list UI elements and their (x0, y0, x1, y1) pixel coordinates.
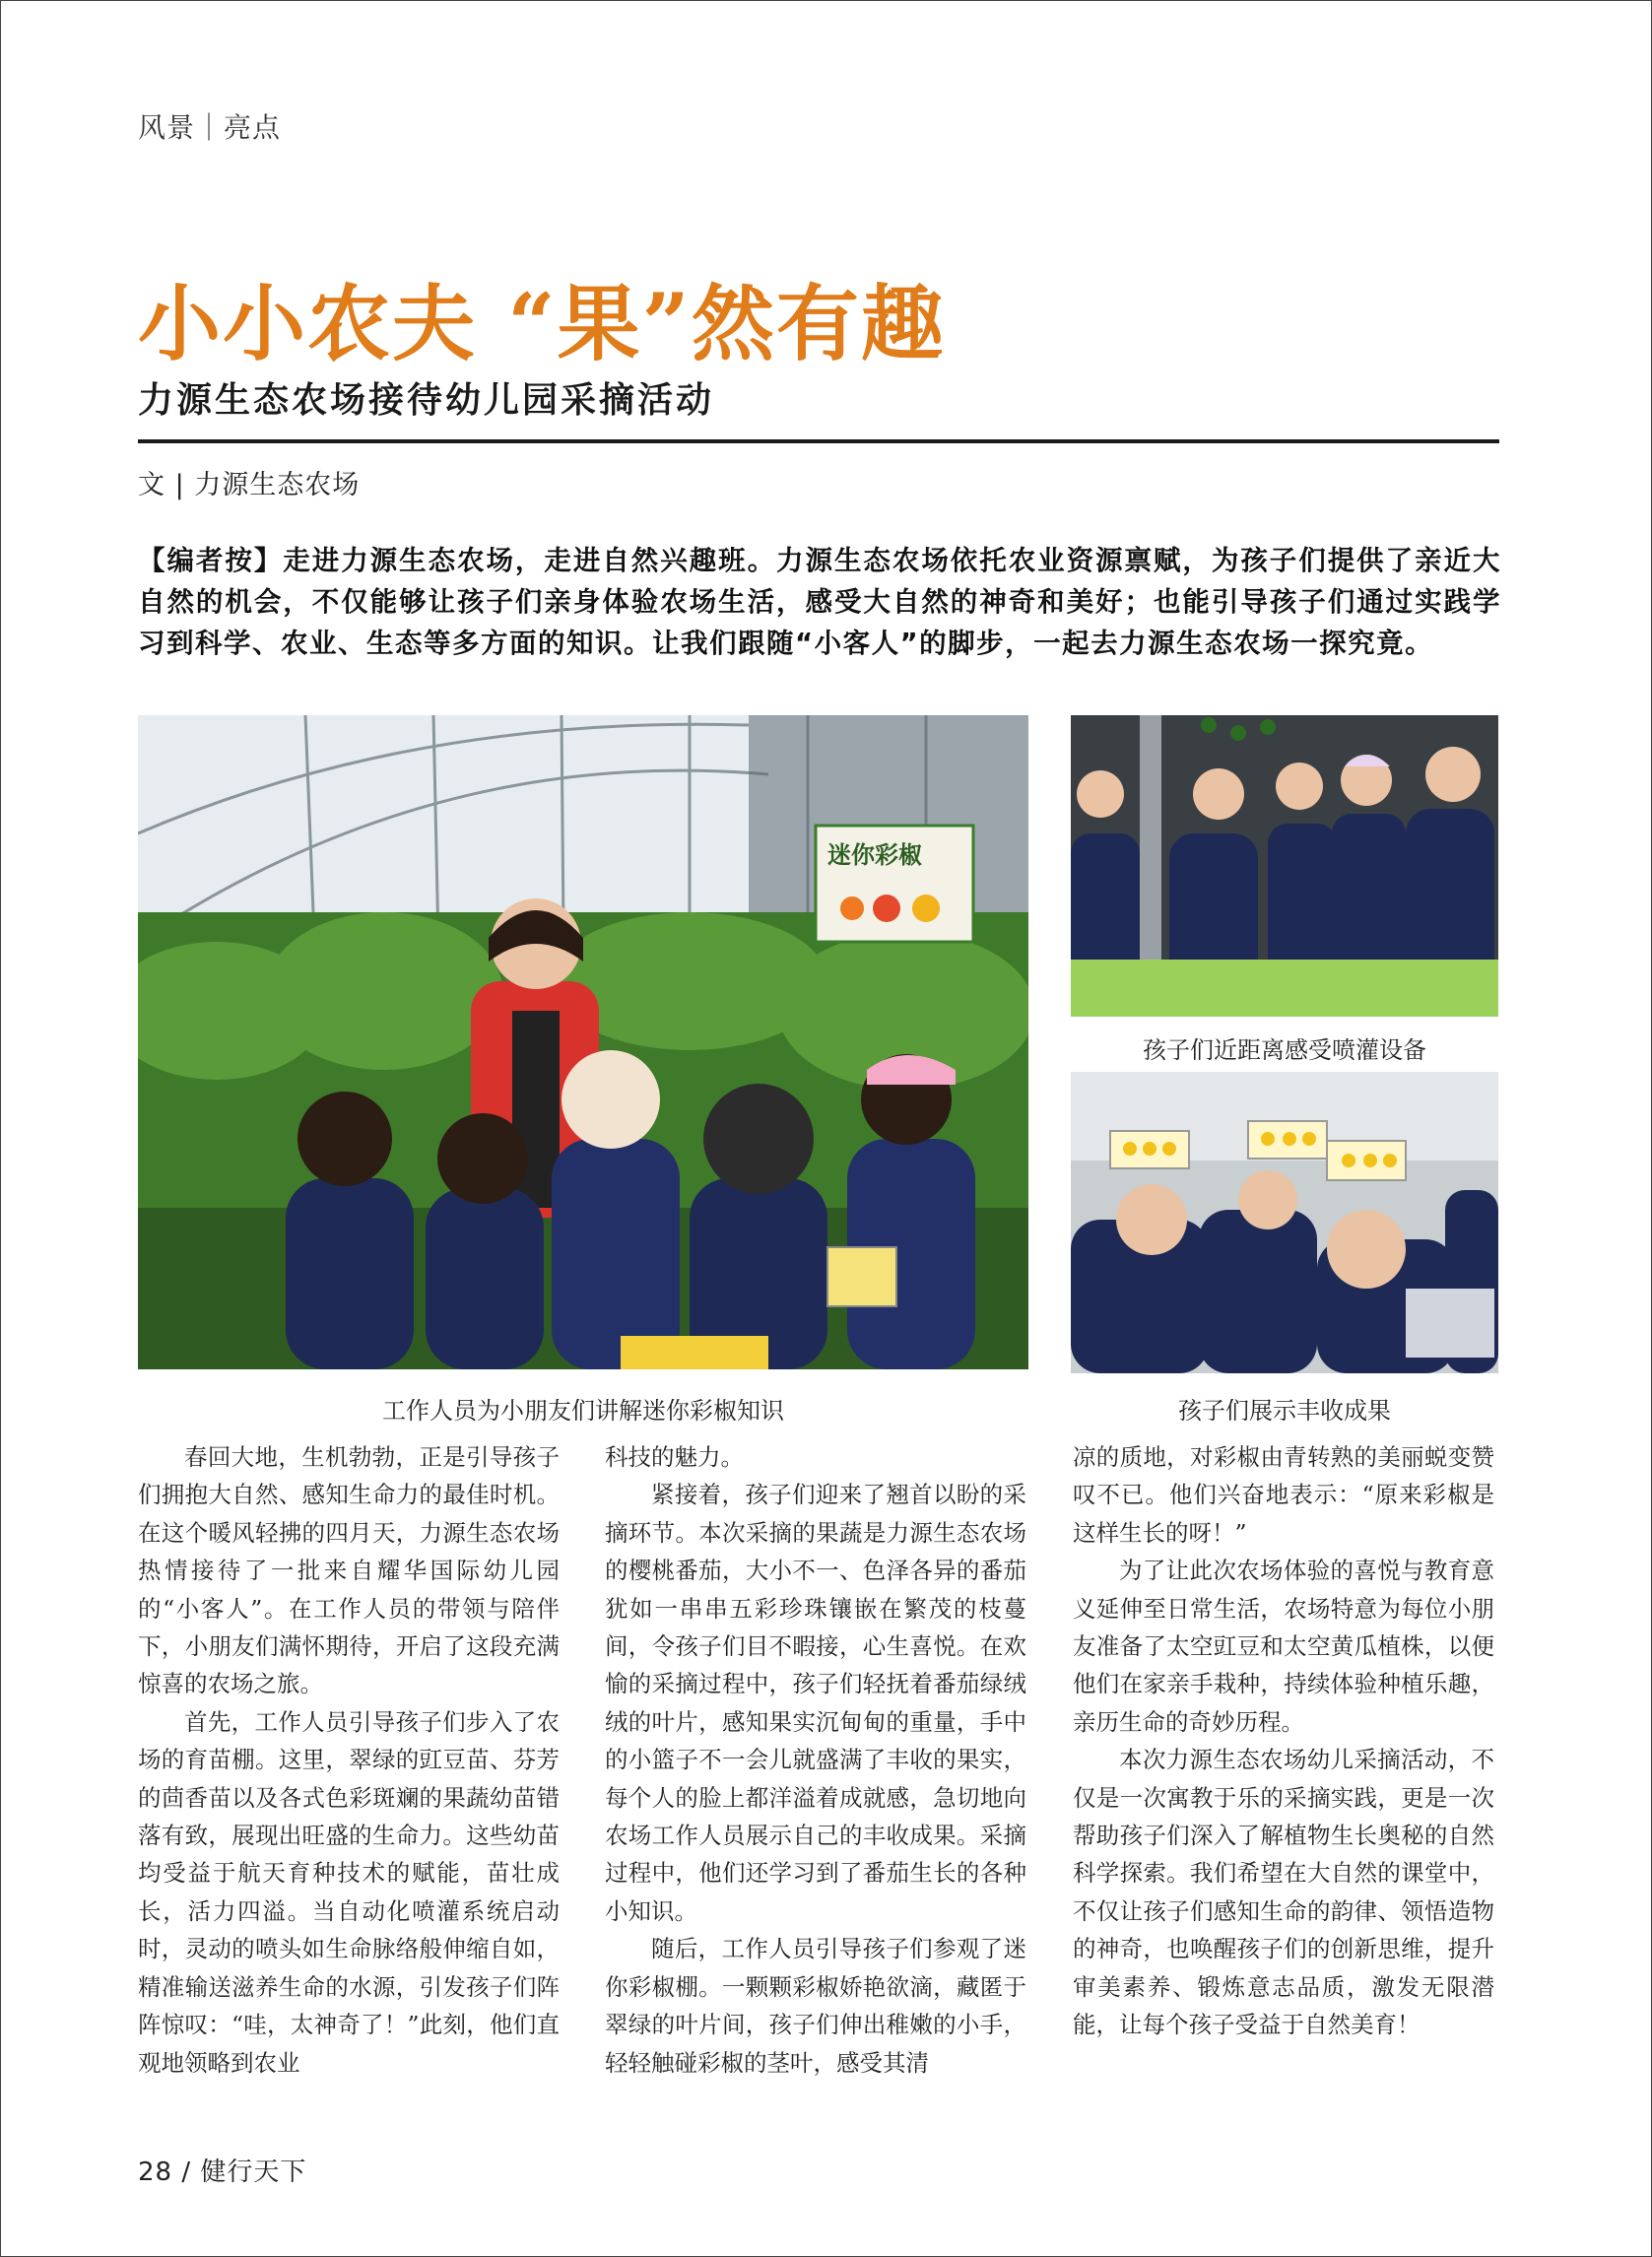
paragraph: 本次力源生态农场幼儿采摘活动，不仅是一次寓教于乐的采摘实践，更是一次帮助孩子们深入了解植物生长奥秘的自然科学探索。我们希望在大自然的课堂中，不仅让孩子们感知生命的韵律、领悟造物的神奇，也唤醒孩子们的创新思维，提升审美素养、锻炼意志品质，激发无限潜能，让每个孩子受益于自然美育！ (1073, 1746, 1494, 2039)
paragraph: 首先，工作人员引导孩子们步入了农场的育苗棚。这里，翠绿的豇豆苗、芬芳的茴香苗以及各式色彩斑斓的果蔬幼苗错落有致，展现出旺盛的生命力。这些幼苗均受益于航天育种技术的赋能，苗壮成长，活力四溢。当自动化喷灌系统启动时，灵动的喷头如生命脉络般伸缩自如，精准输送滋养生命的水源，引发孩子们阵阵惊叹：“哇，太神奇了！”此刻，他们直观地领略到农业 (138, 1707, 560, 2077)
photo-harvest-showcase (1071, 1072, 1498, 1373)
page-footer: 28 / 健行天下 (138, 2157, 307, 2187)
caption-bottom-photo: 孩子们展示丰收成果 (1178, 1397, 1391, 1425)
photo-sprinkler-children (1071, 715, 1498, 1017)
paragraph: 春回大地，生机勃勃，正是引导孩子们拥抱大自然、感知生命力的最佳时机。在这个暖风轻拂的四月天，力源生态农场热情接待了一批来自耀华国际幼儿园的“小客人”。在工作人员的带领与陪伴下，小朋友们满怀期待，开启了这段充满惊喜的农场之旅。 (138, 1443, 560, 1698)
photo-greenhouse-peppers (138, 715, 1028, 1369)
title-divider (138, 439, 1499, 443)
paragraph-continued: 科技的魅力。 (605, 1443, 744, 1471)
body-column-3 (1073, 1438, 1494, 2044)
byline: 文 | 力源生态农场 (138, 470, 361, 500)
paragraph: 紧接着，孩子们迎来了翘首以盼的采摘环节。本次采摘的果蔬是力源生态农场的樱桃番茄，大小不一、色泽各异的番茄犹如一串串五彩珍珠镶嵌在繁茂的枝蔓间，令孩子们目不暇接，心生喜悦。在欢愉的采摘过程中，孩子们轻抚着番茄绿绒绒的叶片，感知果实沉甸甸的重量，手中的小篮子不一会儿就盛满了丰收的果实，每个人的脸上都洋溢着成就感，急切地向农场工作人员展示自己的丰收成果。采摘过程中，他们还学习到了番茄生长的各种小知识。 (605, 1481, 1026, 1925)
body-column-2 (605, 1438, 1026, 2082)
caption-main-photo: 工作人员为小朋友们讲解迷你彩椒知识 (382, 1397, 784, 1425)
section-label: 风景｜亮点 (138, 111, 282, 144)
paragraph-continued: 凉的质地，对彩椒由青转熟的美丽蜕变赞叹不已。他们兴奋地表示：“原来彩椒是这样生长的呀！” (1073, 1443, 1494, 1547)
editor-note: 【编者按】走进力源生态农场，走进自然兴趣班。力源生态农场依托农业资源禀赋，为孩子们提供了亲近大自然的机会，不仅能够让孩子们亲身体验农场生活，感受大自然的神奇和美好；也能引导孩子们通过实践学习到科学、农业、生态等多方面的知识。让我们跟随“小客人”的脚步，一起去力源生态农场一探究竟。 (138, 545, 1501, 659)
body-column-1 (138, 1438, 560, 2082)
paragraph: 随后，工作人员引导孩子们参观了迷你彩椒棚。一颗颗彩椒娇艳欲滴，藏匿于翠绿的叶片间，孩子们伸出稚嫩的小手，轻轻触碰彩椒的茎叶，感受其清 (605, 1935, 1026, 2077)
paragraph: 为了让此次农场体验的喜悦与教育意义延伸至日常生活，农场特意为每位小朋友准备了太空豇豆和太空黄瓜植株，以便他们在家亲手栽种，持续体验种植乐趣，亲历生命的奇妙历程。 (1073, 1557, 1494, 1736)
sign-text: 迷你彩椒 (827, 841, 922, 869)
caption-top-photo: 孩子们近距离感受喷灌设备 (1143, 1036, 1426, 1064)
article-title: 小小农夫 “果”然有趣 (138, 275, 946, 372)
article-subtitle: 力源生态农场接待幼儿园采摘活动 (138, 380, 715, 421)
